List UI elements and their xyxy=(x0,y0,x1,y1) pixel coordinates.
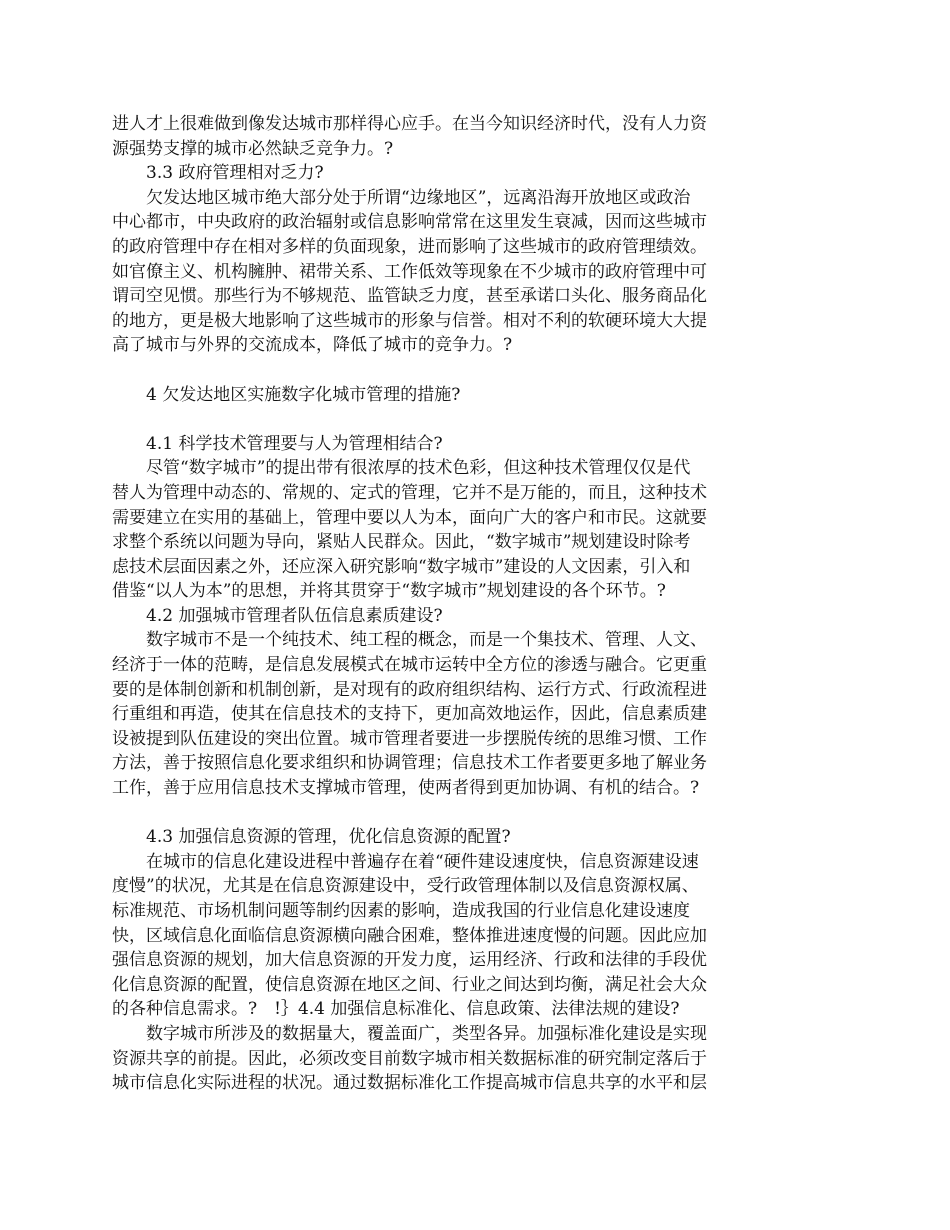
blank-line xyxy=(112,801,772,826)
text-line: 行重组和再造，使其在信息技术的支持下，更加高效地运作，因此，信息素质建 xyxy=(112,704,707,725)
text-line: 谓司空见惯。那些行为不够规范、监管缺乏力度，甚至承诺口头化、服务商品化 xyxy=(112,286,707,307)
text-line: 需要建立在实用的基础上，管理中要以人为本，面向广大的客户和市民。这就要 xyxy=(112,507,707,528)
text-line-with-heading-4-4: 的各种信息需求。? !｝4.4 加强信息标准化、信息政策、法律法规的建设? xyxy=(112,999,680,1020)
text-line: 在城市的信息化建设进程中普遍存在着“硬件建设速度快，信息资源建设速 xyxy=(112,851,699,872)
text-line: 要的是体制创新和机制创新，是对现有的政府组织结构、运行方式、行政流程进 xyxy=(112,679,707,700)
text-line: 欠发达地区城市绝大部分处于所谓“边缘地区”，远离沿海开放地区或政治 xyxy=(112,187,691,208)
text-line: 尽管“数字城市”的提出带有很浓厚的技术色彩，但这种技术管理仅仅是代 xyxy=(112,458,691,479)
text-line: 设被提到队伍建设的突出位置。城市管理者要进一步摆脱传统的思维习惯、工作 xyxy=(112,728,707,749)
text-line: 的政府管理中存在相对多样的负面现象，进而影响了这些城市的政府管理绩效。 xyxy=(112,236,707,257)
text-line: 方法，善于按照信息化要求组织和协调管理；信息技术工作者要更多地了解业务 xyxy=(112,753,707,774)
text-line: 城市信息化实际进程的状况。通过数据标准化工作提高城市信息共享的水平和层 xyxy=(112,1073,707,1094)
text-line: 中心都市，中央政府的政治辐射或信息影响常常在这里发生衰减，因而这些城市 xyxy=(112,212,707,233)
text-line: 化信息资源的配置，使信息资源在地区之间、行业之间达到均衡，满足社会大众 xyxy=(112,974,707,995)
text-line: 借鉴“以人为本”的思想，并将其贯穿于“数字城市”规划建设的各个环节。? xyxy=(112,581,666,602)
section-heading-4-1: 4.1 科学技术管理要与人为管理相结合? xyxy=(112,433,443,454)
text-line: 的地方，更是极大地影响了这些城市的形象与信誉。相对不利的软硬环境大大提 xyxy=(112,310,707,331)
text-line: 资源共享的前提。因此，必须改变目前数字城市相关数据标准的研究制定落后于 xyxy=(112,1048,707,1069)
text-line: 快，区域信息化面临信息资源横向融合困难，整体推进速度慢的问题。因此应加 xyxy=(112,925,707,946)
text-line: 虑技术层面因素之外，还应深入研究影响“数字城市”建设的人文因素，引入和 xyxy=(112,556,691,577)
text-line: 标准规范、市场机制问题等制约因素的影响，造成我国的行业信息化建设速度 xyxy=(112,901,690,921)
text-line: 数字城市不是一个纯技术、纯工程的概念，而是一个集技术、管理、人文、 xyxy=(112,630,707,651)
text-line: 替人为管理中动态的、常规的、定式的管理，它并不是万能的，而且，这种技术 xyxy=(112,482,707,503)
section-heading-4-3: 4.3 加强信息资源的管理，优化信息资源的配置? xyxy=(112,827,511,848)
document-body xyxy=(112,112,772,1096)
section-heading-3-3: 3.3 政府管理相对乏力? xyxy=(112,163,324,184)
text-line: 进人才上很难做到像发达城市那样得心应手。在当今知识经济时代，没有人力资 xyxy=(112,114,707,134)
text-line: 如官僚主义、机构臃肿、裙带关系、工作低效等现象在不少城市的政府管理中可 xyxy=(112,261,707,282)
text-line: 工作，善于应用信息技术支撑城市管理，使两者得到更加协调、有机的结合。? xyxy=(112,778,700,799)
text-line: 度慢”的状况，尤其是在信息资源建设中，受行政管理体制以及信息资源权属、 xyxy=(112,876,699,897)
text-line: 数字城市所涉及的数据量大，覆盖面广，类型各异。加强标准化建设是实现 xyxy=(112,1023,707,1044)
text-line: 强信息资源的规划，加大信息资源的开发力度，运用经济、行政和法律的手段优 xyxy=(112,950,707,971)
text-line: 高了城市与外界的交流成本，降低了城市的竞争力。? xyxy=(112,335,513,356)
text-line: 源强势支撑的城市必然缺乏竞争力。? xyxy=(112,138,394,159)
section-heading-4-2: 4.2 加强城市管理者队伍信息素质建设? xyxy=(112,605,443,626)
section-heading-4: 4 欠发达地区实施数字化城市管理的措施? xyxy=(112,384,461,405)
text-line: 求整个系统以问题为导向，紧贴人民群众。因此，“数字城市”规划建设时除考 xyxy=(112,532,691,553)
text-line: 经济于一体的范畴，是信息发展模式在城市运转中全方位的渗透与融合。它更重 xyxy=(112,655,707,676)
blank-line xyxy=(112,407,772,432)
blank-line xyxy=(112,358,772,383)
